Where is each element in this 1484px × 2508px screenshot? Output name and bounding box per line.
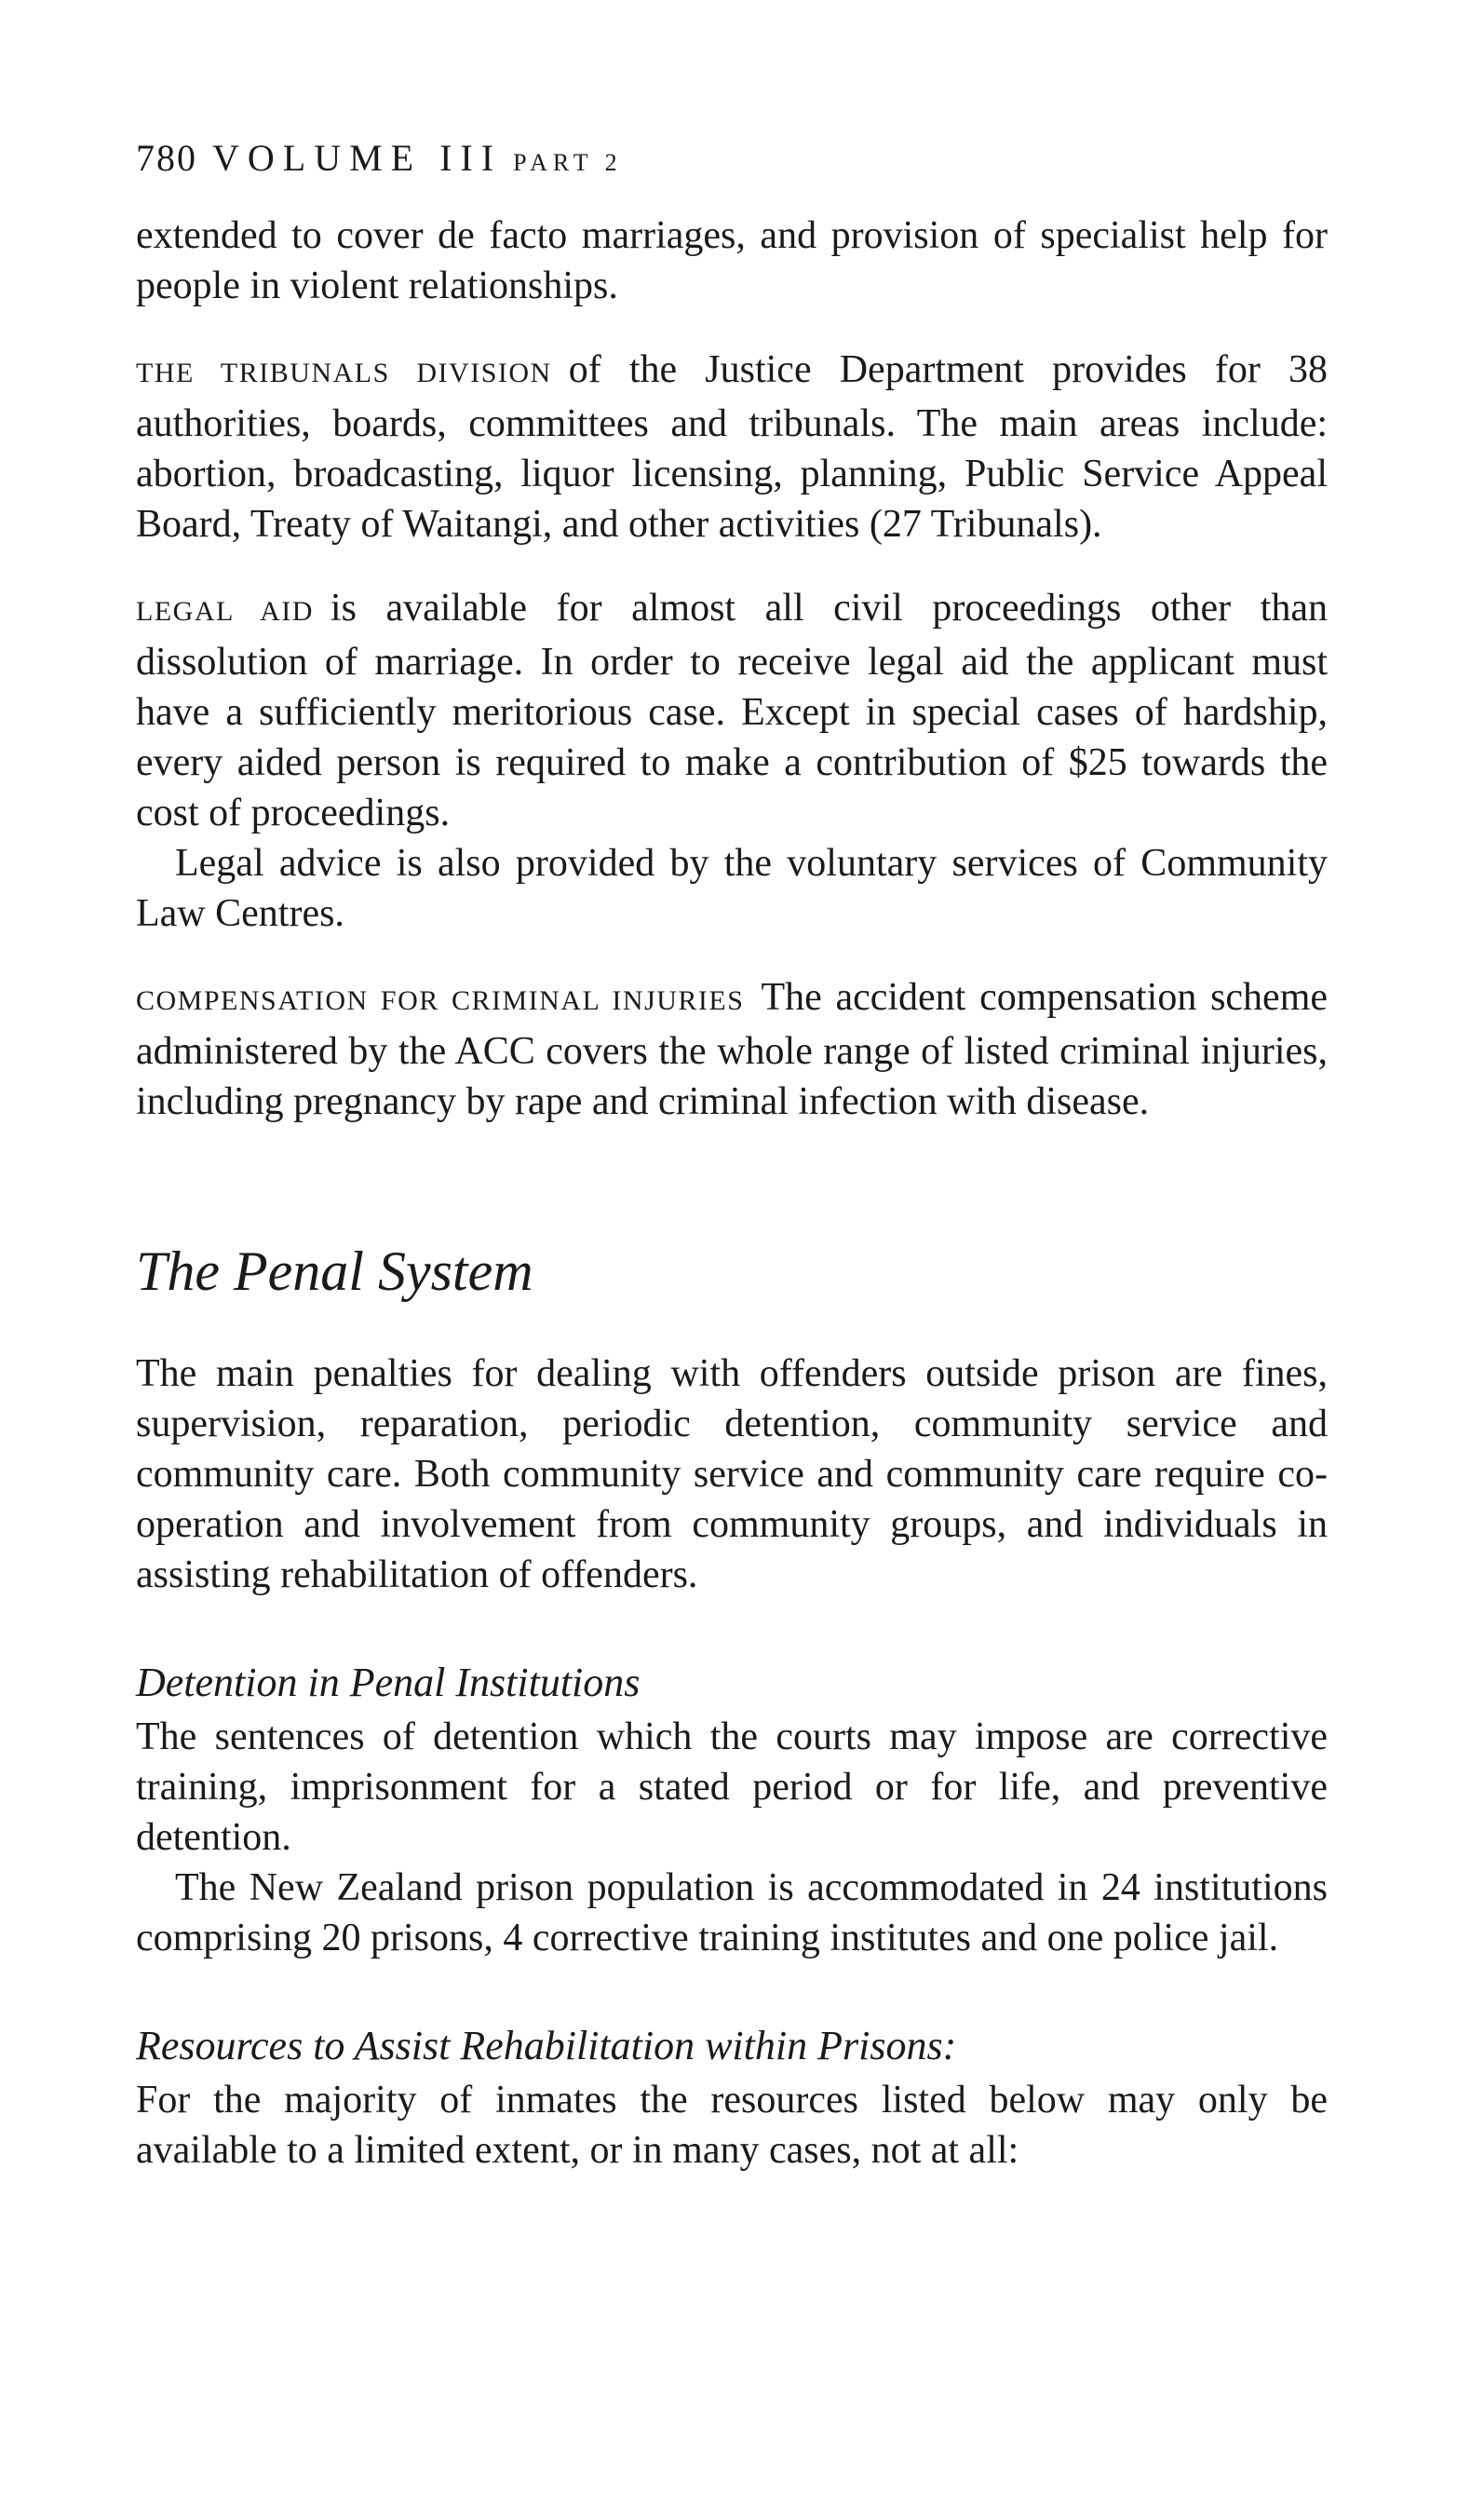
book-page — [136, 137, 1329, 2176]
penal-system-title: The Penal System — [136, 1240, 533, 1302]
tribunals-heading: THE TRIBUNALS DIVISION — [136, 358, 552, 388]
penal-system-paragraph: The main penalties for dealing with offenders outside prison are fines, supervision, reparation, periodic detention, community service and community care. Both community service and community care require co-operation and involvement from community groups, and individuals in assisting rehabilitation of offenders. — [136, 1352, 1328, 1596]
compensation-paragraph — [136, 972, 1328, 1127]
prison-population-paragraph: The New Zealand prison population is accommodated in 24 institutions comprising 20 prisons, 4 corrective training institutes and one police jail. — [136, 1866, 1328, 1959]
legal-aid-text: is available for almost all civil proceedings other than dissolution of marriage. In order to receive legal aid the applicant must have a sufficiently meritorious case. Except in special cases of hardship, every aided person is required to make a contribution of $25 towards the cost of proceedings. — [136, 587, 1328, 834]
compensation-text: The accident compensation scheme administered by the ACC covers the whole range of listed criminal injuries, including pregnancy by rape and criminal infection with disease. — [136, 976, 1329, 1123]
detention-paragraph: The sentences of detention which the courts may impose are corrective training, imprisonment for a stated period or for life, and preventive detention. — [136, 1715, 1328, 1859]
detention-title: Detention in Penal Institutions — [136, 1660, 641, 1705]
running-head — [136, 137, 1328, 179]
compensation-heading: COMPENSATION FOR CRIMINAL INJURIES — [136, 985, 745, 1016]
part-label: PART 2 — [513, 149, 623, 176]
tribunals-text: of the Justice Department provides for 38 authorities, boards, committees and tribunals. The main areas include: abortion, broadcasting, liquor licensing, planning, Public Service Appeal Board, Treaty of Waitangi, and other activities (27 Tribunals). — [136, 348, 1328, 546]
resources-title: Resources to Assist Rehabilitation within Prisons: — [136, 2023, 957, 2068]
legal-advice-paragraph: Legal advice is also provided by the voluntary services of Community Law Centres. — [136, 842, 1328, 935]
legal-aid-paragraph — [136, 583, 1328, 838]
intro-paragraph: extended to cover de facto marriages, and provision of specialist help for people in violent relationships. — [136, 214, 1328, 307]
volume-label: VOLUME III — [212, 137, 503, 179]
resources-paragraph: For the majority of inmates the resources listed below may only be available to a limited extent, or in many cases, not at all: — [136, 2079, 1328, 2172]
page-number: 780 — [136, 137, 197, 179]
legal-aid-heading: LEGAL AID — [136, 596, 314, 627]
tribunals-paragraph — [136, 345, 1328, 549]
